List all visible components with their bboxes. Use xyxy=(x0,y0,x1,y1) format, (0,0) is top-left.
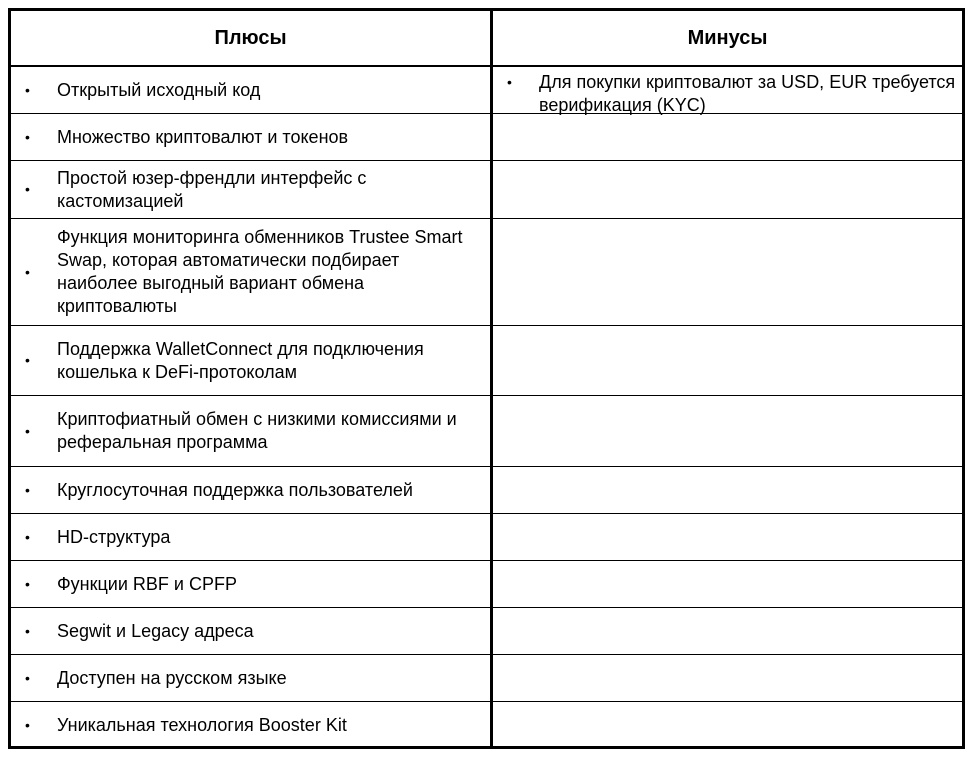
pros-item xyxy=(11,67,493,114)
pros-item-text: Поддержка WalletConnect для подключения кошелька к DeFi-протоколам xyxy=(57,338,424,382)
cons-empty-cell xyxy=(493,655,962,702)
cons-empty-cell xyxy=(493,219,962,326)
bullet-icon: • xyxy=(25,422,30,439)
bullet-icon: • xyxy=(25,352,30,368)
cons-empty-cell xyxy=(493,608,962,655)
pros-item xyxy=(11,514,493,561)
pros-item xyxy=(11,655,493,702)
pros-cons-table xyxy=(8,8,965,749)
pros-item-text: Криптофиатный обмен с низкими комиссиями и реферальная программа xyxy=(57,409,457,452)
pros-item xyxy=(11,219,493,326)
cons-empty-cell xyxy=(493,161,962,219)
pros-item-text: HD-структура xyxy=(57,526,171,547)
pros-item-text: Доступен на русском языке xyxy=(57,667,287,688)
pros-item xyxy=(11,608,493,655)
pros-header: Плюсы xyxy=(11,11,493,67)
pros-item xyxy=(11,161,493,219)
pros-item xyxy=(11,326,493,396)
cons-empty-cell xyxy=(493,114,962,161)
bullet-icon: • xyxy=(25,575,30,592)
pros-item xyxy=(11,396,493,467)
bullet-icon: • xyxy=(25,128,30,145)
cons-empty-cell xyxy=(493,702,962,748)
cons-empty-cell xyxy=(493,561,962,608)
pros-item-text: Простой юзер-френдли интерфейс с кастомизацией xyxy=(57,167,367,211)
cons-empty-cell xyxy=(493,514,962,561)
pros-item-text: Segwit и Legacy адреса xyxy=(57,620,254,641)
cons-empty-cell xyxy=(493,467,962,514)
cons-item-text: Для покупки криптовалют за USD, EUR требуется верификация (KYC) xyxy=(539,72,956,115)
bullet-icon: • xyxy=(25,669,30,686)
pros-item xyxy=(11,702,493,748)
pros-item xyxy=(11,467,493,514)
pros-item-text: Функции RBF и CPFP xyxy=(57,573,237,594)
pros-item-text: Круглосуточная поддержка пользователей xyxy=(57,479,413,500)
pros-item-text: Открытый исходный код xyxy=(57,79,261,100)
pros-item-text: Множество криптовалют и токенов xyxy=(57,126,349,147)
bullet-icon: • xyxy=(507,74,512,90)
bullet-icon: • xyxy=(25,528,30,545)
pros-item-text: Функция мониторинга обменников Trustee Smart Swap, которая автоматически подбирает наиболее выгодный вариант обмена криптовалюты xyxy=(57,227,463,316)
pros-item-text: Уникальная технология Booster Kit xyxy=(57,714,347,735)
bullet-icon: • xyxy=(25,263,30,280)
bullet-icon: • xyxy=(25,181,30,197)
cons-empty-cell xyxy=(493,396,962,467)
cons-item xyxy=(493,67,962,114)
pros-item xyxy=(11,561,493,608)
bullet-icon: • xyxy=(25,622,30,639)
pros-item xyxy=(11,114,493,161)
bullet-icon: • xyxy=(25,716,30,733)
bullet-icon: • xyxy=(25,81,30,98)
cons-header: Минусы xyxy=(493,11,962,67)
bullet-icon: • xyxy=(25,481,30,498)
cons-empty-cell xyxy=(493,326,962,396)
